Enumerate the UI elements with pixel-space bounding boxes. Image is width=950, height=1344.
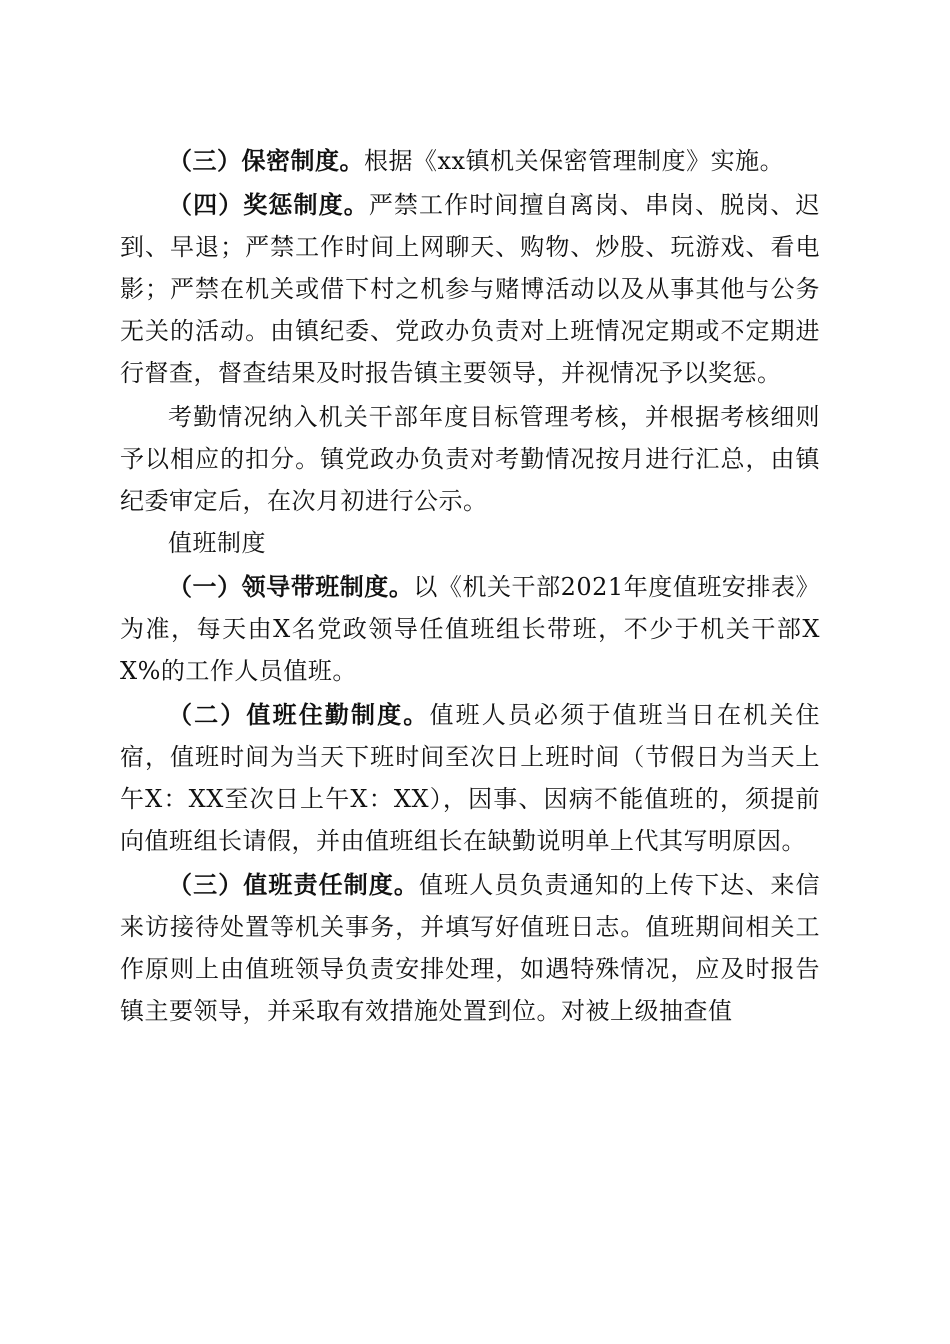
paragraph-heading: （三）保密制度。 [168,146,364,175]
paragraph-rewards-penalties [120,184,820,394]
paragraph-duty-responsibility [120,864,820,1032]
paragraph-heading: （四）奖惩制度。 [168,190,369,219]
paragraph-attendance-assessment [120,396,820,522]
paragraph-heading: （二）值班住勤制度。 [168,700,430,729]
paragraph-text: 以《机关干部2021年度值班安排表》为准，每天由X名党政领导任值班组长带班，不少于机关干部XX%的工作人员值班。 [120,573,821,685]
paragraph-duty-residence [120,694,820,862]
paragraph-heading: （一）领导带班制度。 [168,572,414,601]
paragraph-text: 严禁工作时间擅自离岗、串岗、脱岗、迟到、早退；严禁工作时间上网聊天、购物、炒股、玩游戏、看电影；严禁在机关或借下村之机参与赌博活动以及从事其他与公务无关的活动。由镇纪委、党政办负责对上班情况定期或不定期进行督查，督查结果及时报告镇主要领导，并视情况予以奖惩。 [120,191,821,387]
paragraph-text: 值班人员必须于值班当日在机关住宿，值班时间为当天下班时间至次日上班时间（节假日为当天上午X：XX至次日上午X：XX），因事、因病不能值班的，须提前向值班组长请假，并由值班组长在缺勤说明单上代其写明原因。 [120,701,821,855]
paragraph-leader-on-duty [120,566,820,692]
section-title-duty-system: 值班制度 [168,529,266,557]
paragraph-text: 根据《xx镇机关保密管理制度》实施。 [364,147,785,175]
paragraph-text: 考勤情况纳入机关干部年度目标管理考核，并根据考核细则予以相应的扣分。镇党政办负责对考勤情况按月进行汇总，由镇纪委审定后，在次月初进行公示。 [120,403,820,515]
paragraph-confidentiality [120,140,820,182]
document-body [120,140,820,1032]
paragraph-text: 值班人员负责通知的上传下达、来信来访接待处置等机关事务，并填写好值班日志。值班期间相关工作原则上由值班领导负责安排处理，如遇特殊情况，应及时报告镇主要领导，并采取有效措施处置到位。对被上级抽查值 [120,871,820,1025]
paragraph-heading: （三）值班责任制度。 [168,870,419,899]
